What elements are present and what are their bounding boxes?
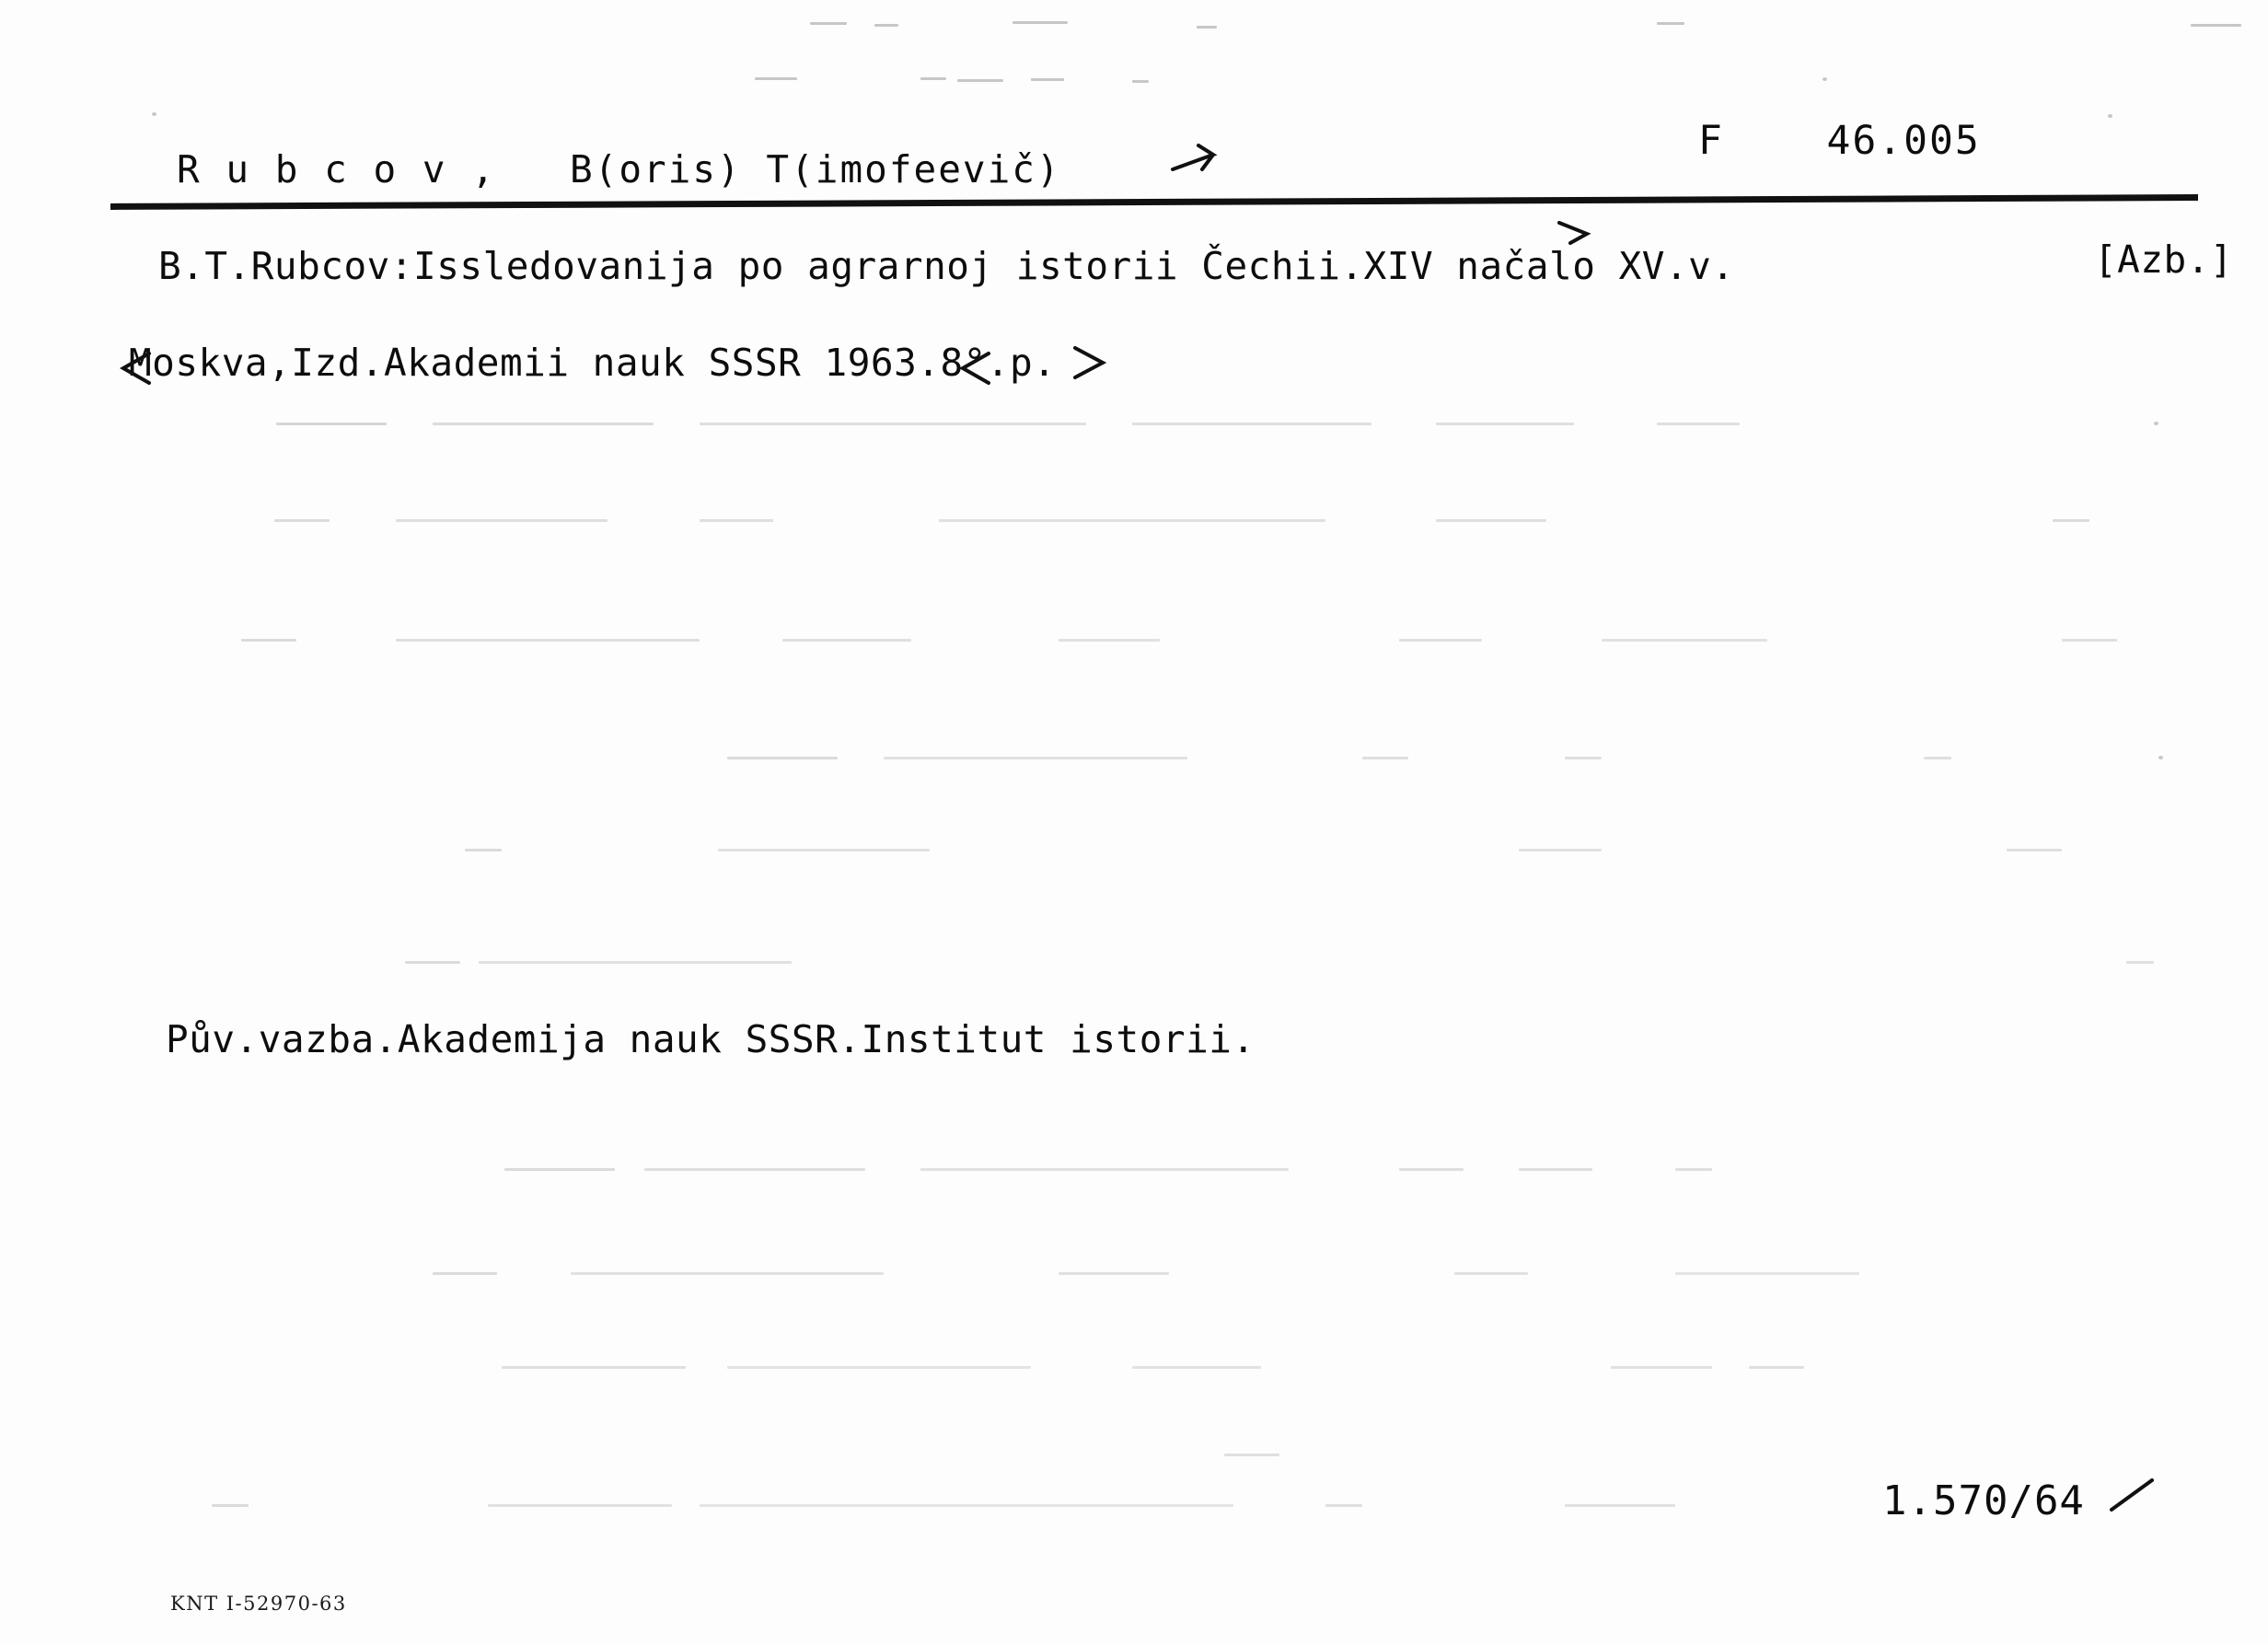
pen-stroke-icon (2108, 1473, 2163, 1519)
bleed-through-row (0, 1450, 2268, 1466)
title-line-1: B.T.Rubcov:Issledovanija po agrarnoj istorii Čechii.XIV načalo XV.v. (158, 244, 1735, 288)
scan-noise-row (0, 18, 2268, 35)
bleed-through-row (0, 753, 2268, 770)
form-code: KNT I-52970-63 (170, 1593, 347, 1615)
bleed-through-row (0, 1164, 2268, 1181)
bleed-through-row (0, 419, 2268, 435)
accession-number: 1.570/64 (1882, 1477, 2085, 1524)
title-line-2: Moskva,Izd.Akademii nauk SSSR 1963.8°.p. (129, 341, 1057, 385)
language-marker: [Azb.] (2094, 237, 2234, 282)
note-line: Pův.vazba.Akademija nauk SSSR.Institut istorii. (166, 1017, 1256, 1061)
bleed-through-row (0, 845, 2268, 862)
bleed-through-row (0, 635, 2268, 652)
bleed-through-row (0, 1362, 2268, 1379)
pen-insert-right-icon (1068, 342, 1110, 385)
bleed-through-row (0, 1269, 2268, 1285)
author-heading: R u b c o v , B(oris) T(imofeevič) (177, 147, 1061, 191)
bleed-through-row (0, 957, 2268, 974)
scan-noise-row (0, 74, 2268, 90)
bleed-through-row (0, 516, 2268, 532)
horizontal-rule (110, 194, 2198, 210)
shelfmark: F 46.005 (1698, 118, 1981, 164)
pen-caret-icon (1171, 138, 1226, 184)
